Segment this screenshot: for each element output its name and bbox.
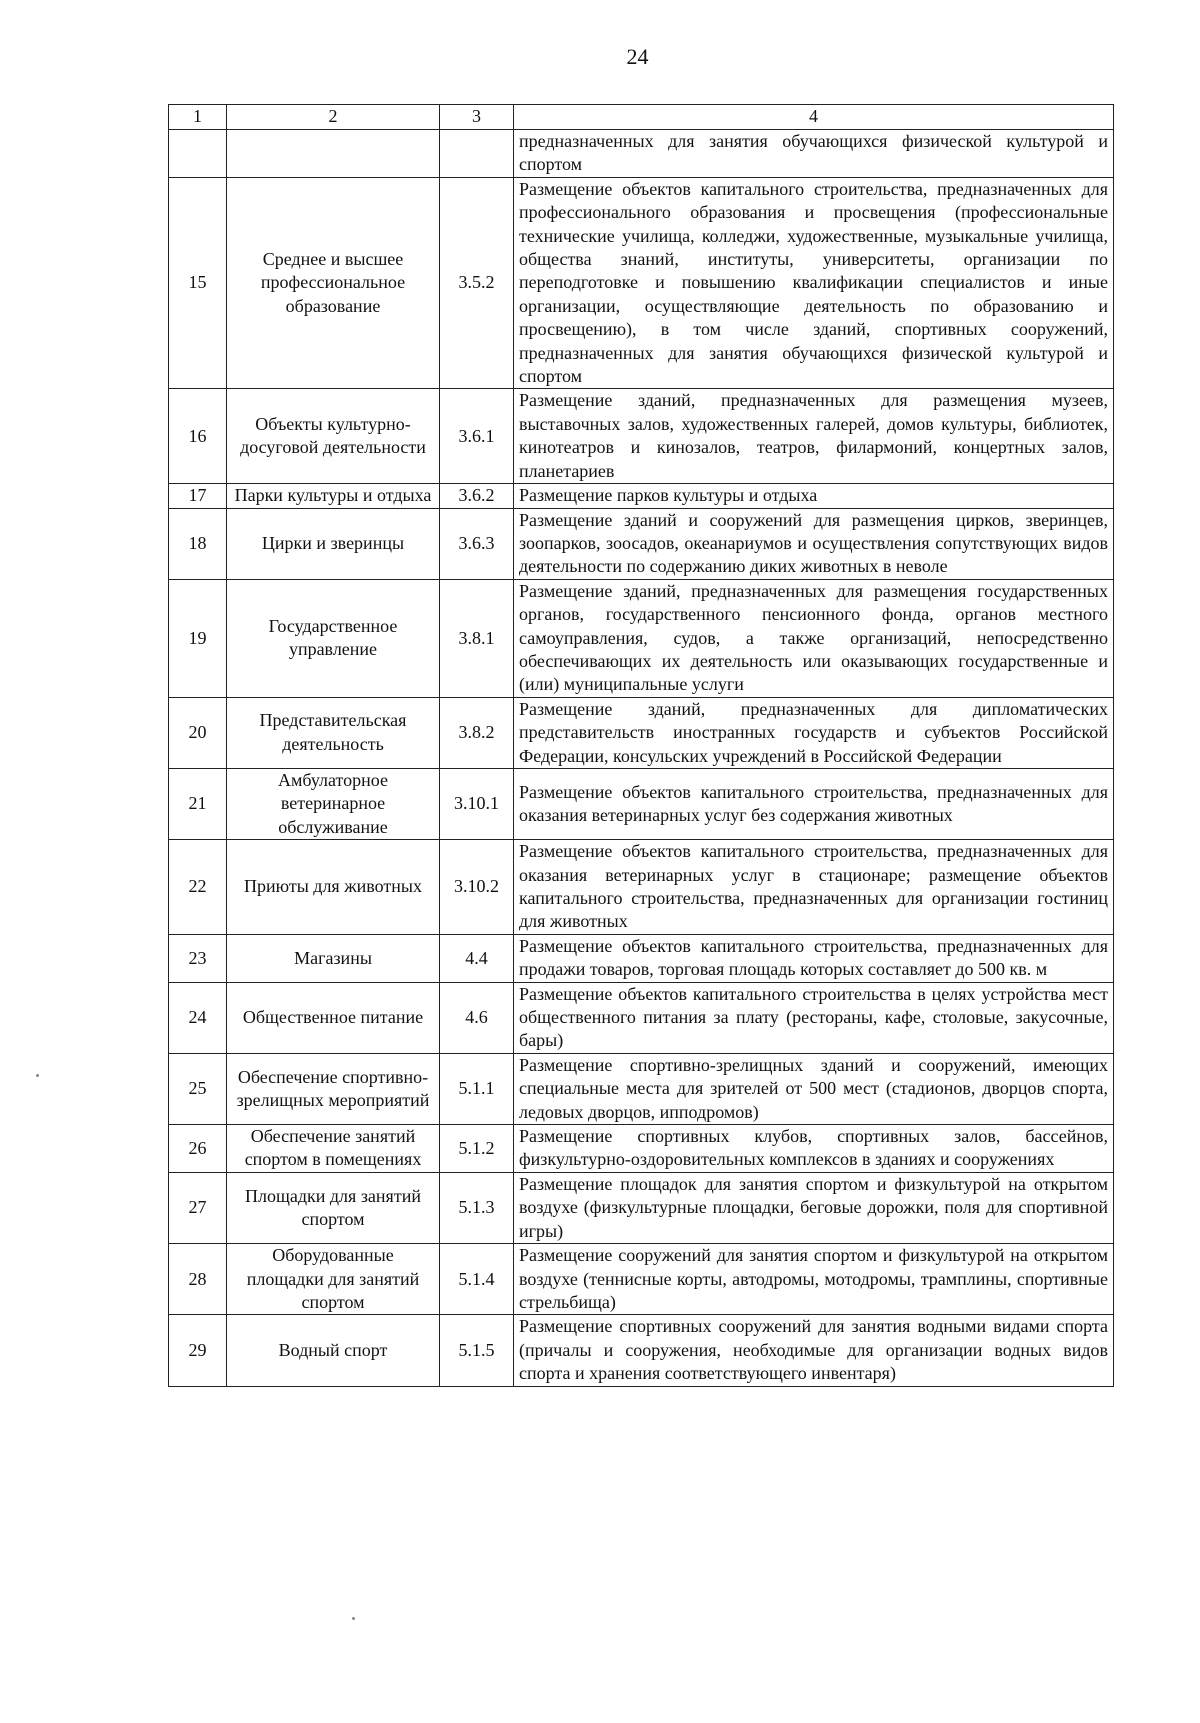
row-name: Общественное питание — [227, 982, 440, 1053]
row-code: 3.5.2 — [440, 177, 514, 389]
row-description: Размещение объектов капитального строительства в целях устройства мест общественного питания за плату (рестораны, кафе, столовые, закусочные, бары) — [514, 982, 1114, 1053]
row-number: 19 — [169, 579, 227, 697]
row-description: Размещение площадок для занятия спортом и физкультурой на открытом воздухе (физкультурные площадки, беговые дорожки, поля для спортивной игры) — [514, 1172, 1114, 1243]
row-description: Размещение объектов капитального строительства, предназначенных для оказания ветеринарных услуг в стационаре; размещение объектов капитального строительства, предназначенных для организации гостиниц для животных — [514, 840, 1114, 935]
row-description: Размещение спортивных сооружений для занятия водными видами спорта (причалы и сооружения, необходимые для организации водных видов спорта и хранения соответствующего инвентаря) — [514, 1315, 1114, 1386]
row-description: Размещение зданий, предназначенных для размещения государственных органов, государственного пенсионного фонда, органов местного самоуправления, судов, а также организаций, непосредственно обеспечивающих их деятельность или оказывающих государственные и (или) муниципальные услуги — [514, 579, 1114, 697]
row-number: 23 — [169, 934, 227, 982]
row-number: 27 — [169, 1172, 227, 1243]
row-number: 17 — [169, 484, 227, 508]
table-row — [169, 1125, 1114, 1173]
row-name: Цирки и зверинцы — [227, 508, 440, 579]
row-name: Представительская деятельность — [227, 697, 440, 768]
row-name: Парки культуры и отдыха — [227, 484, 440, 508]
row-name: Амбулаторное ветеринарное обслуживание — [227, 768, 440, 839]
row-name: Приюты для животных — [227, 840, 440, 935]
row-description: Размещение зданий и сооружений для размещения цирков, зверинцев, зоопарков, зоосадов, океанариумов и осуществления сопутствующих видов деятельности по содержанию диких животных в неволе — [514, 508, 1114, 579]
continuation-row — [169, 130, 1114, 178]
row-description: Размещение спортивных клубов, спортивных залов, бассейнов, физкультурно-оздоровительных комплексов в зданиях и сооружениях — [514, 1125, 1114, 1173]
table-row — [169, 768, 1114, 839]
row-description: Размещение зданий, предназначенных для размещения музеев, выставочных залов, художественных галерей, домов культуры, библиотек, кинотеатров и кинозалов, театров, филармоний, концертных залов, планетариев — [514, 389, 1114, 484]
row-description: Размещение объектов капитального строительства, предназначенных для оказания ветеринарных услуг без содержания животных — [514, 768, 1114, 839]
row-name: Обеспечение спортивно-зрелищных мероприятий — [227, 1053, 440, 1124]
row-name: Площадки для занятий спортом — [227, 1172, 440, 1243]
header-row — [169, 105, 1114, 130]
row-name: Оборудованные площадки для занятий спортом — [227, 1244, 440, 1315]
row-code: 3.10.2 — [440, 840, 514, 935]
row-description: Размещение объектов капитального строительства, предназначенных для продажи товаров, торговая площадь которых составляет до 500 кв. м — [514, 934, 1114, 982]
table-row — [169, 982, 1114, 1053]
table-row — [169, 579, 1114, 697]
table-row — [169, 1315, 1114, 1386]
land-use-table — [168, 104, 1114, 1387]
row-code: 3.6.3 — [440, 508, 514, 579]
row-name: Государственное управление — [227, 579, 440, 697]
row-number: 15 — [169, 177, 227, 389]
row-description: Размещение сооружений для занятия спортом и физкультурой на открытом воздухе (теннисные корты, автодромы, мотодромы, трамплины, спортивные стрельбища) — [514, 1244, 1114, 1315]
table-row — [169, 934, 1114, 982]
row-description: Размещение объектов капитального строительства, предназначенных для профессионального образования и просвещения (профессиональные технические училища, колледжи, художественные, музыкальные училища, общества знаний, институты, университеты, организации по переподготовке и повышению квалификации специалистов и иные организации, осуществляющие деятельность по образованию и просвещению), в том числе зданий, спортивных сооружений, предназначенных для занятия обучающихся физической культурой и спортом — [514, 177, 1114, 389]
row-code: 5.1.4 — [440, 1244, 514, 1315]
table-row — [169, 389, 1114, 484]
row-name: Объекты культурно-досуговой деятельности — [227, 389, 440, 484]
table-row — [169, 1172, 1114, 1243]
row-number: 29 — [169, 1315, 227, 1386]
row-number: 26 — [169, 1125, 227, 1173]
scan-speck — [36, 1074, 39, 1077]
column-header-4: 4 — [514, 105, 1114, 130]
table-row — [169, 484, 1114, 508]
table-row — [169, 697, 1114, 768]
row-number: 28 — [169, 1244, 227, 1315]
row-number: 24 — [169, 982, 227, 1053]
row-number: 22 — [169, 840, 227, 935]
table-row — [169, 1244, 1114, 1315]
row-name: Обеспечение занятий спортом в помещениях — [227, 1125, 440, 1173]
table-row — [169, 508, 1114, 579]
scan-speck — [352, 1617, 355, 1620]
row-code: 3.6.2 — [440, 484, 514, 508]
row-number: 21 — [169, 768, 227, 839]
row-code: 5.1.3 — [440, 1172, 514, 1243]
row-code: 3.6.1 — [440, 389, 514, 484]
row-number: 18 — [169, 508, 227, 579]
row-code: 3.10.1 — [440, 768, 514, 839]
row-number: 16 — [169, 389, 227, 484]
row-description: Размещение зданий, предназначенных для дипломатических представительств иностранных государств и субъектов Российской Федерации, консульских учреждений в Российской Федерации — [514, 697, 1114, 768]
row-number: 25 — [169, 1053, 227, 1124]
row-code: 3.8.1 — [440, 579, 514, 697]
column-header-1: 1 — [169, 105, 227, 130]
page-number: 24 — [626, 44, 649, 69]
row-name: Водный спорт — [227, 1315, 440, 1386]
table-row — [169, 1053, 1114, 1124]
row-code: 5.1.5 — [440, 1315, 514, 1386]
row-code: 3.8.2 — [440, 697, 514, 768]
row-name: Среднее и высшее профессиональное образование — [227, 177, 440, 389]
row-number: 20 — [169, 697, 227, 768]
table-row — [169, 840, 1114, 935]
row-name: Магазины — [227, 934, 440, 982]
continuation-description: предназначенных для занятия обучающихся физической культурой и спортом — [514, 130, 1114, 178]
table-row — [169, 177, 1114, 389]
row-code: 5.1.2 — [440, 1125, 514, 1173]
row-code: 5.1.1 — [440, 1053, 514, 1124]
column-header-3: 3 — [440, 105, 514, 130]
row-code: 4.4 — [440, 934, 514, 982]
row-description: Размещение парков культуры и отдыха — [514, 484, 1114, 508]
column-header-2: 2 — [227, 105, 440, 130]
row-code: 4.6 — [440, 982, 514, 1053]
row-description: Размещение спортивно-зрелищных зданий и сооружений, имеющих специальные места для зрителей от 500 мест (стадионов, дворцов спорта, ледовых дворцов, ипподромов) — [514, 1053, 1114, 1124]
